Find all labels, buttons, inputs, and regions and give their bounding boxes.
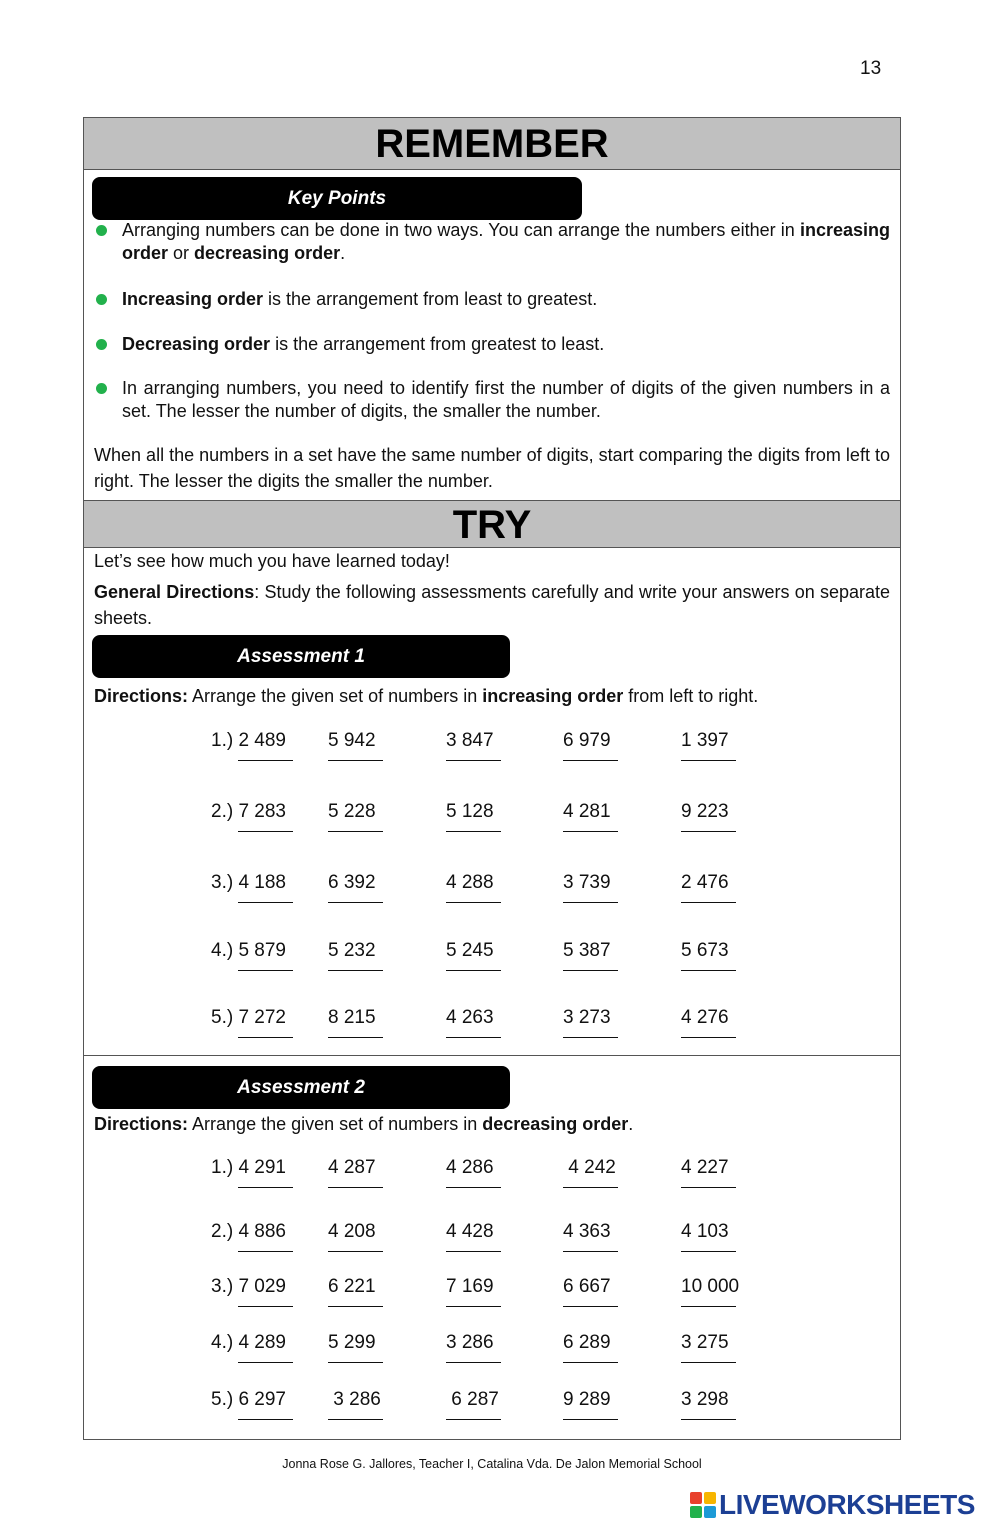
answer-blank[interactable] xyxy=(446,760,501,761)
number-value: 5 387 xyxy=(563,940,611,961)
answer-blank[interactable] xyxy=(563,1037,618,1038)
bullet-dot-icon xyxy=(96,339,107,350)
number-value: 4 227 xyxy=(681,1157,729,1178)
answer-blank[interactable] xyxy=(563,760,618,761)
liveworksheets-logo-icon xyxy=(690,1492,716,1518)
directions-bold: decreasing order xyxy=(482,1114,629,1134)
try-intro: Let’s see how much you have learned today! xyxy=(94,551,450,571)
assessment-2-section xyxy=(83,1055,901,1440)
general-directions-label: General Directions xyxy=(94,582,255,602)
number-value: 3.) 7 029 xyxy=(211,1276,286,1297)
bullet-text: . xyxy=(340,243,346,263)
number-value: 3 298 xyxy=(681,1389,729,1410)
answer-blank[interactable] xyxy=(446,1251,501,1252)
answer-blank[interactable] xyxy=(238,970,293,971)
answer-blank[interactable] xyxy=(446,1419,501,1420)
number-value: 5 673 xyxy=(681,940,729,961)
number-value: 4 363 xyxy=(563,1221,611,1242)
answer-blank[interactable] xyxy=(681,1306,736,1307)
key-points-label: Key Points xyxy=(92,177,582,220)
general-directions xyxy=(94,579,890,631)
page-number: 13 xyxy=(860,58,882,79)
answer-blank[interactable] xyxy=(238,1037,293,1038)
assessment-1-directions xyxy=(94,683,890,709)
directions-text: Arrange the given set of numbers in xyxy=(188,1114,483,1134)
answer-blank[interactable] xyxy=(328,1419,383,1420)
answer-blank[interactable] xyxy=(681,1037,736,1038)
number-value: 8 215 xyxy=(328,1007,376,1028)
answer-blank[interactable] xyxy=(328,1187,383,1188)
bullet-text: is the arrangement from least to greatest. xyxy=(263,289,598,309)
directions-label: Directions: xyxy=(94,1114,189,1134)
answer-blank[interactable] xyxy=(563,902,618,903)
bullet-bold: decreasing order xyxy=(194,243,341,263)
number-set-row xyxy=(84,1007,902,1057)
answer-blank[interactable] xyxy=(238,902,293,903)
number-value: 3 275 xyxy=(681,1332,729,1353)
answer-blank[interactable] xyxy=(563,1362,618,1363)
directions-bold: increasing order xyxy=(482,686,624,706)
number-value: 1.) 4 291 xyxy=(211,1157,286,1178)
number-value: 6 979 xyxy=(563,730,611,751)
answer-blank[interactable] xyxy=(563,970,618,971)
bullet-item xyxy=(94,333,890,356)
bullet-item xyxy=(94,377,890,423)
number-value: 5 228 xyxy=(328,801,376,822)
try-section xyxy=(83,500,901,1056)
try-title: TRY xyxy=(84,500,900,548)
answer-blank[interactable] xyxy=(328,760,383,761)
answer-blank[interactable] xyxy=(681,831,736,832)
bullet-text: Arranging numbers can be done in two ways. You can arrange the numbers either in xyxy=(122,220,800,240)
answer-blank[interactable] xyxy=(446,970,501,971)
answer-blank[interactable] xyxy=(238,1362,293,1363)
answer-blank[interactable] xyxy=(681,1362,736,1363)
answer-blank[interactable] xyxy=(328,1037,383,1038)
assessment-2-label: Assessment 2 xyxy=(92,1066,510,1109)
number-set-row xyxy=(84,1276,902,1326)
number-set-row xyxy=(84,1389,902,1439)
number-value: 6 287 xyxy=(446,1389,499,1410)
answer-blank[interactable] xyxy=(328,970,383,971)
number-value: 4 287 xyxy=(328,1157,376,1178)
answer-blank[interactable] xyxy=(681,1187,736,1188)
directions-label: Directions: xyxy=(94,686,189,706)
answer-blank[interactable] xyxy=(446,831,501,832)
number-value: 3 273 xyxy=(563,1007,611,1028)
footer-credit: Jonna Rose G. Jallores, Teacher I, Catalina Vda. De Jalon Memorial School xyxy=(282,1457,702,1471)
number-value: 6 667 xyxy=(563,1276,611,1297)
general-directions-text: : Study the following assessments carefully and write your answers on separate sheets. xyxy=(94,582,890,628)
number-value: 4 208 xyxy=(328,1221,376,1242)
answer-blank[interactable] xyxy=(328,902,383,903)
answer-blank[interactable] xyxy=(238,831,293,832)
number-value: 2 476 xyxy=(681,872,729,893)
number-value: 5.) 6 297 xyxy=(211,1389,286,1410)
bullet-bold: Increasing order xyxy=(122,289,264,309)
number-value: 6 392 xyxy=(328,872,376,893)
bullet-item xyxy=(94,288,890,311)
number-value: 3 739 xyxy=(563,872,611,893)
remember-title: REMEMBER xyxy=(84,118,900,170)
directions-text: from left to right. xyxy=(623,686,759,706)
number-value: 5 942 xyxy=(328,730,376,751)
closing-paragraph: When all the numbers in a set have the same number of digits, start comparing the digits from left to right. The lesser the digits the smaller the number. xyxy=(94,445,890,491)
bullet-text: In arranging numbers, you need to identify first the number of digits of the given numbers in a set. The lesser the number of digits, the smaller the number. xyxy=(122,378,890,421)
number-value: 4 103 xyxy=(681,1221,729,1242)
number-value: 1.) 2 489 xyxy=(211,730,286,751)
number-value: 4 276 xyxy=(681,1007,729,1028)
number-set-row xyxy=(84,872,902,922)
bullet-bold: Decreasing order xyxy=(122,334,271,354)
answer-blank[interactable] xyxy=(328,831,383,832)
answer-blank[interactable] xyxy=(328,1306,383,1307)
number-value: 1 397 xyxy=(681,730,729,751)
remember-section xyxy=(83,117,901,501)
number-set-row xyxy=(84,940,902,990)
number-value: 4 242 xyxy=(563,1157,616,1178)
number-set-row xyxy=(84,730,902,780)
assessment-2-directions xyxy=(94,1111,890,1137)
answer-blank[interactable] xyxy=(681,970,736,971)
number-value: 5 245 xyxy=(446,940,494,961)
number-value: 9 223 xyxy=(681,801,729,822)
number-value: 5 232 xyxy=(328,940,376,961)
answer-blank[interactable] xyxy=(681,760,736,761)
number-value: 3 286 xyxy=(328,1389,381,1410)
directions-text: Arrange the given set of numbers in xyxy=(188,686,483,706)
answer-blank[interactable] xyxy=(328,1251,383,1252)
answer-blank[interactable] xyxy=(446,1306,501,1307)
number-value: 4 288 xyxy=(446,872,494,893)
number-value: 7 169 xyxy=(446,1276,494,1297)
number-value: 4.) 5 879 xyxy=(211,940,286,961)
answer-blank[interactable] xyxy=(328,1362,383,1363)
bullet-dot-icon xyxy=(96,294,107,305)
bullet-item xyxy=(94,219,890,265)
number-value: 2.) 4 886 xyxy=(211,1221,286,1242)
number-set-row xyxy=(84,1221,902,1271)
answer-blank[interactable] xyxy=(681,1419,736,1420)
brand-text: LIVEWORKSHEETS xyxy=(719,1489,975,1520)
number-set-row xyxy=(84,1332,902,1382)
number-value: 4 428 xyxy=(446,1221,494,1242)
answer-blank[interactable] xyxy=(238,1187,293,1188)
liveworksheets-brand[interactable] xyxy=(690,1489,975,1521)
number-value: 3 847 xyxy=(446,730,494,751)
number-value: 4 281 xyxy=(563,801,611,822)
number-value: 6 289 xyxy=(563,1332,611,1353)
number-value: 9 289 xyxy=(563,1389,611,1410)
answer-blank[interactable] xyxy=(563,1419,618,1420)
number-value: 6 221 xyxy=(328,1276,376,1297)
answer-blank[interactable] xyxy=(681,902,736,903)
number-value: 5.) 7 272 xyxy=(211,1007,286,1028)
number-value: 4 286 xyxy=(446,1157,494,1178)
answer-blank[interactable] xyxy=(446,1362,501,1363)
answer-blank[interactable] xyxy=(563,1187,618,1188)
directions-text: . xyxy=(628,1114,634,1134)
bullet-text: is the arrangement from greatest to least. xyxy=(270,334,605,354)
bullet-text: or xyxy=(168,243,195,263)
answer-blank[interactable] xyxy=(238,1251,293,1252)
answer-blank[interactable] xyxy=(563,831,618,832)
number-value: 2.) 7 283 xyxy=(211,801,286,822)
number-value: 3.) 4 188 xyxy=(211,872,286,893)
number-set-row xyxy=(84,801,902,851)
number-value: 5 128 xyxy=(446,801,494,822)
number-value: 10 000 xyxy=(681,1276,740,1297)
answer-blank[interactable] xyxy=(446,1187,501,1188)
answer-blank[interactable] xyxy=(238,1419,293,1420)
number-set-row xyxy=(84,1157,902,1207)
bullet-dot-icon xyxy=(96,383,107,394)
number-value: 4 263 xyxy=(446,1007,494,1028)
answer-blank[interactable] xyxy=(446,902,501,903)
answer-blank[interactable] xyxy=(681,1251,736,1252)
bullet-bold: increasing order xyxy=(122,220,890,263)
answer-blank[interactable] xyxy=(563,1306,618,1307)
answer-blank[interactable] xyxy=(238,760,293,761)
bullet-dot-icon xyxy=(96,225,107,236)
answer-blank[interactable] xyxy=(563,1251,618,1252)
number-value: 4.) 4 289 xyxy=(211,1332,286,1353)
assessment-1-label: Assessment 1 xyxy=(92,635,510,678)
number-value: 5 299 xyxy=(328,1332,376,1353)
number-value: 3 286 xyxy=(446,1332,494,1353)
answer-blank[interactable] xyxy=(446,1037,501,1038)
answer-blank[interactable] xyxy=(238,1306,293,1307)
